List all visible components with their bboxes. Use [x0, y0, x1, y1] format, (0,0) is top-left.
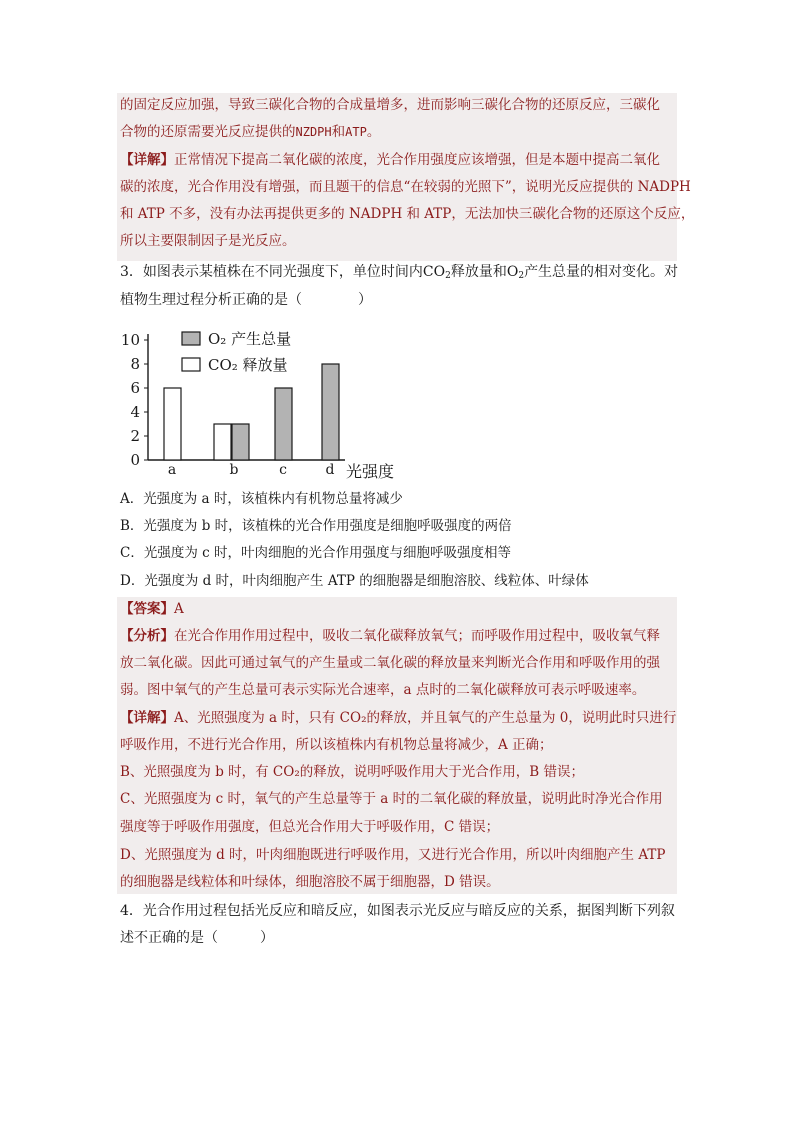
- analysis-line-3: 弱。图中氧气的产生总量可表示实际光合速率，a 点时的二氧化碳释放可表示呼吸速率。: [120, 682, 646, 698]
- y-tick-label: 2: [130, 427, 140, 445]
- o2-bar-c: [275, 388, 292, 460]
- question-3-line-1: [120, 263, 678, 285]
- legend-label: O₂ 产生总量: [208, 330, 292, 348]
- legend-swatch: [182, 358, 200, 371]
- question-4-line-1: 4．光合作用过程包括光反应和暗反应，如图表示光反应与暗反应的关系，据图判断下列叙: [120, 903, 675, 919]
- x-category-label: c: [279, 462, 287, 478]
- text: 。: [366, 124, 381, 140]
- x-axis-label: 光强度: [346, 462, 395, 480]
- detail-tag: 【详解】: [120, 710, 174, 726]
- o2-bar-b: [232, 424, 249, 460]
- text: A、光照强度为 a 时，只有 CO₂的释放，并且氧气的产生总量为 0，说明此时只进行: [174, 710, 677, 726]
- y-tick-label: 4: [130, 403, 140, 421]
- option-b: B．光强度为 b 时，该植株的光合作用强度是细胞呼吸强度的两倍: [120, 518, 512, 534]
- nzdph-code: NZDPH: [295, 125, 332, 139]
- y-tick-label: 8: [130, 355, 140, 373]
- y-tick-label: 6: [130, 379, 140, 397]
- atp-code: ATP: [345, 125, 367, 139]
- question-4-line-2: 述不正确的是（ ）: [120, 930, 274, 946]
- y-tick-label: 0: [130, 451, 140, 469]
- detail1-line-2: 碳的浓度，光合作用没有增强，而且题干的信息“在较弱的光照下”，说明光反应提供的 NADPH: [120, 179, 691, 195]
- o2-bar-d: [322, 364, 339, 460]
- option-d: D．光强度为 d 时，叶肉细胞产生 ATP 的细胞器是细胞溶胶、线粒体、叶绿体: [120, 573, 589, 589]
- explanation-line-1: 的固定反应加强，导致三碳化合物的合成量增多，进而影响三碳化合物的还原反应，三碳化: [120, 97, 660, 113]
- text: 和: [331, 124, 346, 140]
- analysis-line-1: [120, 627, 660, 645]
- x-category-label: b: [229, 462, 239, 478]
- detail2-line-7: 的细胞器是线粒体和叶绿体，细胞溶胶不属于细胞器，D 错误。: [120, 874, 500, 890]
- detail1-line-4: 所以主要限制因子是光反应。: [120, 233, 296, 249]
- detail1-line-3: 和 ATP 不多，没有办法再提供更多的 NADPH 和 ATP，无法加快三碳化合物的还原这个反应，: [120, 206, 695, 222]
- option-a: A．光强度为 a 时，该植株内有机物总量将减少: [120, 491, 403, 507]
- answer-tag: 【答案】: [120, 601, 174, 617]
- analysis-tag: 【分析】: [120, 628, 174, 644]
- explanation-line-2: [120, 123, 380, 141]
- co2-bar-b: [214, 424, 231, 460]
- text: 合物的还原需要光反应提供的: [120, 124, 296, 140]
- text: 在光合作用作用过程中，吸收二氧化碳释放氧气；而呼吸作用过程中，吸收氧气释: [174, 628, 660, 644]
- question-3-line-2: 植物生理过程分析正确的是（ ）: [120, 292, 372, 308]
- o2-symbol: O: [506, 264, 519, 280]
- detail2-line-1: [120, 709, 676, 727]
- co2-bar-a: [164, 388, 181, 460]
- detail2-line-2: 呼吸作用，不进行光合作用，所以该植株内有机物总量将减少，A 正确；: [120, 737, 553, 753]
- detail1-line-1: [120, 151, 660, 169]
- y-tick-label: 10: [120, 331, 140, 349]
- subscript: 2: [518, 271, 525, 281]
- detail2-line-4: C、光照强度为 c 时，氧气的产生总量等于 a 时的二氧化碳的释放量，说明此时净光合作用: [120, 791, 663, 807]
- detail2-line-5: 强度等于呼吸作用强度，但总光合作用大于呼吸作用，C 错误；: [120, 819, 500, 835]
- text: 产生总量的相对变化。对: [524, 264, 679, 280]
- bar-chart: [100, 320, 420, 480]
- legend-swatch: [182, 332, 200, 345]
- co2-symbol: CO: [422, 264, 446, 280]
- answer-line: [120, 600, 184, 618]
- answer-value: A: [174, 601, 184, 617]
- x-category-label: a: [167, 462, 177, 478]
- legend-label: CO₂ 释放量: [208, 356, 288, 374]
- option-c: C．光强度为 c 时，叶肉细胞的光合作用强度与细胞呼吸强度相等: [120, 545, 511, 561]
- detail2-line-3: B、光照强度为 b 时，有 CO₂的释放，说明呼吸作用大于光合作用，B 错误；: [120, 764, 584, 780]
- subscript: 2: [445, 271, 451, 281]
- detail-tag: 【详解】: [120, 152, 174, 168]
- analysis-line-2: 放二氧化碳。因此可通过氧气的产生量或二氧化碳的释放量来判断光合作用和呼吸作用的强: [120, 655, 660, 671]
- text: 3．如图表示某植株在不同光强度下，单位时间内: [120, 264, 423, 280]
- x-category-label: d: [325, 462, 335, 478]
- text: 正常情况下提高二氧化碳的浓度，光合作用强度应该增强，但是本题中提高二氧化: [174, 152, 660, 168]
- text: 释放量和: [450, 264, 507, 280]
- detail2-line-6: D、光照强度为 d 时，叶肉细胞既进行呼吸作用，又进行光合作用，所以叶肉细胞产生 ATP: [120, 847, 666, 863]
